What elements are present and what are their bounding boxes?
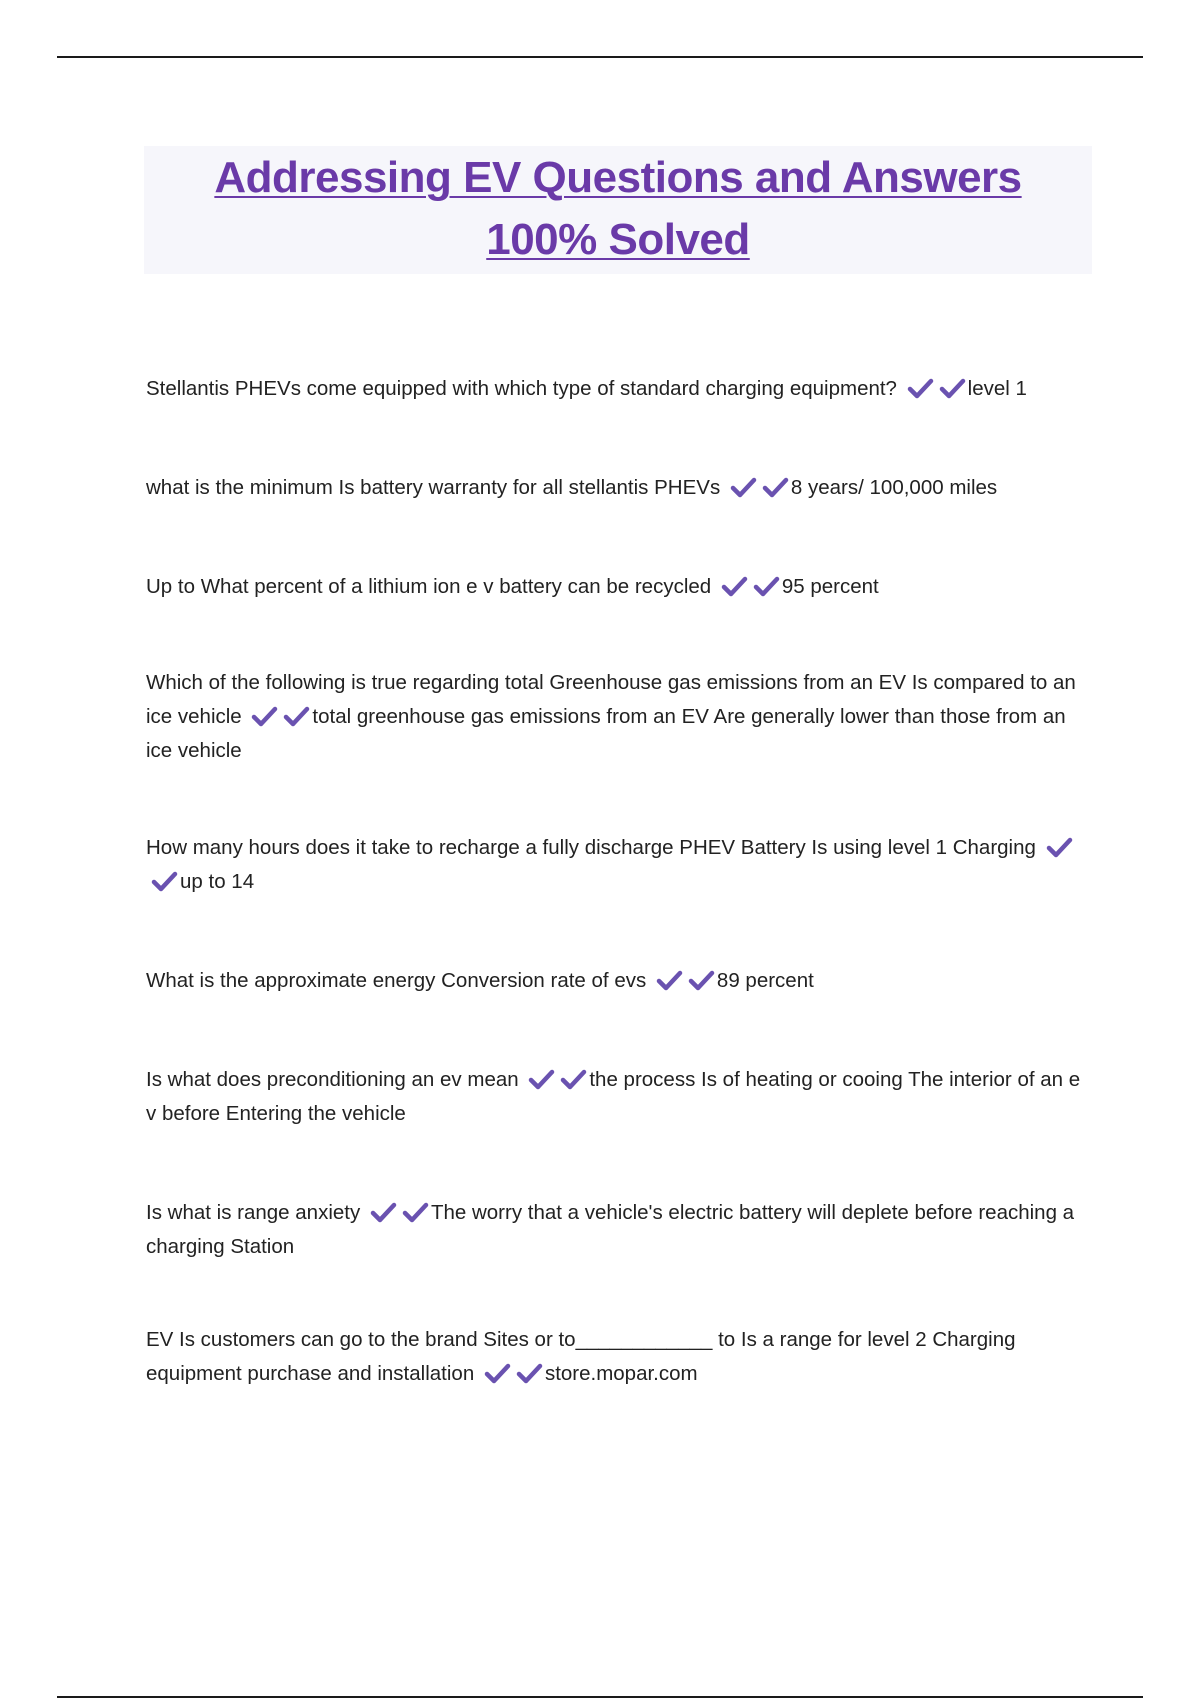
check-icon [730,476,757,498]
question-text: Stellantis PHEVs come equipped with which type of standard charging equipment? [146,377,897,400]
question-text: what is the minimum Is battery warranty for all stellantis PHEVs [146,476,721,499]
title-banner [144,146,1092,274]
qa-item [146,570,1096,604]
check-icon [370,1201,397,1223]
check-icon [516,1362,543,1384]
check-icon [907,377,934,399]
top-rule [57,56,1143,58]
check-icon [484,1362,511,1384]
question-text: How many hours does it take to recharge a fully discharge PHEV Battery Is using level 1 Charging [146,836,1036,859]
page-title-line-1: Addressing EV Questions and Answers [214,153,1022,202]
question-text: Up to What percent of a lithium ion e v battery can be recycled [146,575,712,598]
answer-text: 95 percent [781,575,879,598]
answer-text: total greenhouse gas emissions from an EV Are generally lower than those from an ice vehicle [146,705,1066,762]
question-text: EV Is customers can go to the brand Sites or to____________ to Is a range for level 2 Charging equipment purchase and installation [146,1328,1016,1385]
answer-text: up to 14 [180,870,255,893]
answer-text: store.mopar.com [544,1362,698,1385]
qa-item [146,964,1096,998]
check-icon [560,1068,587,1090]
answer-text: 89 percent [716,969,814,992]
question-text: Is what is range anxiety [146,1201,361,1224]
check-icon [151,870,178,892]
answer-text: the process Is of heating or cooing The interior of an e v before Entering the vehicle [146,1068,1081,1125]
question-text: What is the approximate energy Conversion rate of evs [146,969,647,992]
page-title-line-2: 100% Solved [486,215,750,264]
check-icon [656,969,683,991]
qa-item [146,1196,1096,1264]
qa-item [146,471,1096,505]
qa-item [146,666,1096,768]
answer-text: The worry that a vehicle's electric battery will deplete before reaching a charging Station [146,1201,1075,1258]
answer-text: 8 years/ 100,000 miles [790,476,998,499]
qa-item [146,1323,1096,1391]
check-icon [762,476,789,498]
check-icon [688,969,715,991]
check-icon [283,705,310,727]
qa-item [146,831,1096,899]
answer-text: level 1 [967,377,1027,400]
check-icon [939,377,966,399]
check-icon [402,1201,429,1223]
qa-item [146,372,1096,406]
check-icon [1046,836,1073,858]
question-text: Is what does preconditioning an ev mean [146,1068,519,1091]
qa-item [146,1063,1096,1131]
bottom-rule [57,1696,1143,1698]
check-icon [251,705,278,727]
check-icon [721,575,748,597]
question-text: Which of the following is true regarding total Greenhouse gas emissions from an EV Is compared to an ice vehicle [146,671,1076,728]
check-icon [753,575,780,597]
check-icon [528,1068,555,1090]
